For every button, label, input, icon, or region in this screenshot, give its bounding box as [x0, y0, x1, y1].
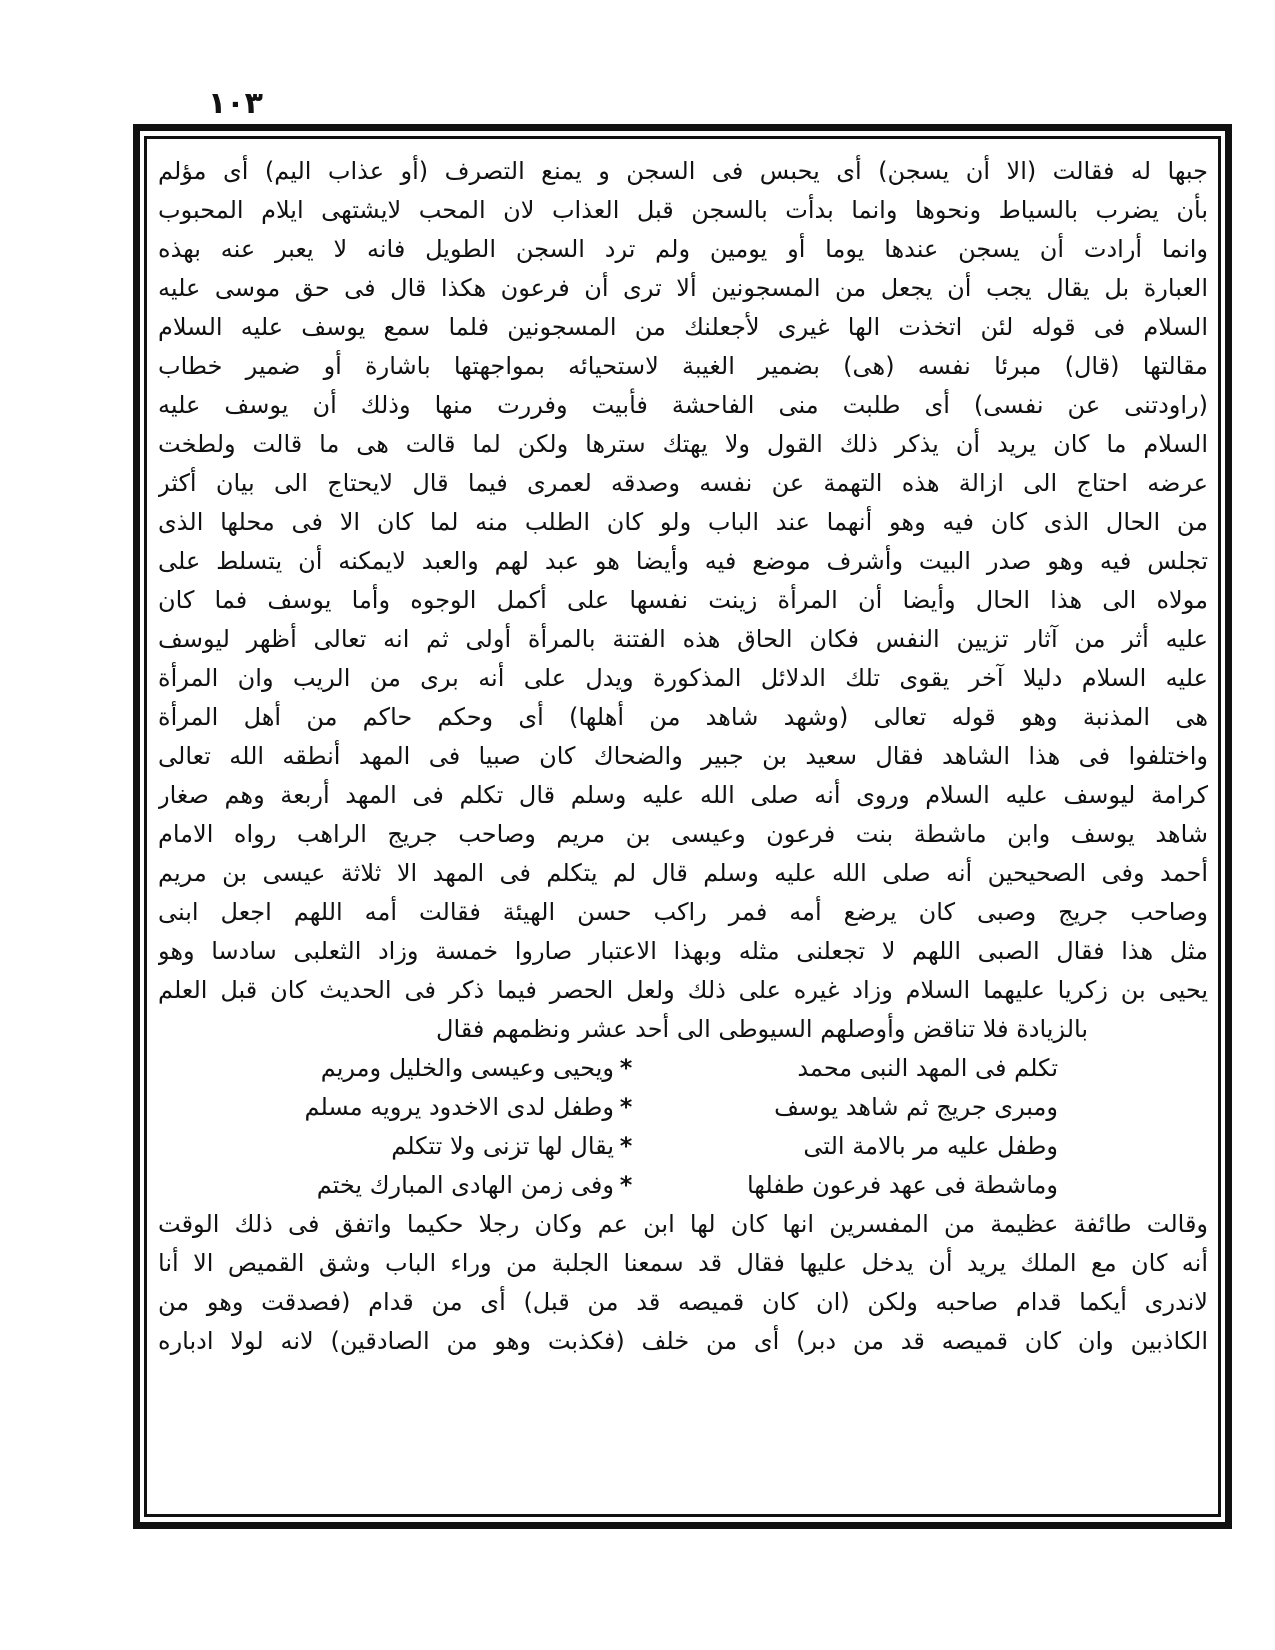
text-line: (راودتنى عن نفسى) أى طلبت منى الفاحشة فأبيت وفررت منها وذلك أن يوسف عليه [158, 391, 1208, 419]
poem-second-hemistich: وطفل لدى الاخدود يرويه مسلم [304, 1093, 614, 1121]
text-line: بأن يضرب بالسياط ونحوها وانما بدأت بالسجن قبل العذاب لان المحب لايشتهى ايلام المحبوب [158, 196, 1208, 224]
text-line: السلام ما كان يريد أن يذكر ذلك القول ولا يهتك سترها ولكن لما قالت هى ما قالت ولطخت [158, 430, 1208, 458]
verse-separator: * [619, 1093, 633, 1121]
text-line: وصاحب جريج وصبى كان يرضع أمه فمر راكب حسن الهيئة فقالت أمه اللهم اجعل ابنى [158, 898, 1208, 926]
poem-block [158, 1049, 1208, 1205]
text-line: وقالت طائفة عظيمة من المفسرين انها كان لها ابن عم وكان رجلا حكيما واتفق فى ذلك الوقت [158, 1210, 1208, 1238]
text-line: العبارة بل يقال يجب أن يجعل من المسجونين ألا ترى أن فرعون هكذا قال فى حق موسى عليه [158, 274, 1208, 302]
poem-first-hemistich: وطفل عليه مر بالامة التى [803, 1132, 1058, 1160]
text-line: وانما أرادت أن يسجن عندها يوما أو يومين ولم ترد السجن الطويل فانه لا يعبر عنه بهذه [158, 235, 1208, 263]
verse-separator: * [619, 1132, 633, 1160]
main-text-block [158, 152, 1208, 1361]
poem-second-hemistich: وفى زمن الهادى المبارك يختم [316, 1171, 614, 1199]
text-line: يحيى بن زكريا عليهما السلام وزاد غيره على ذلك ولعل الحصر فيما ذكر فى الحديث كان قبل العلم [158, 976, 1208, 1004]
poem-second-hemistich: ويحيى وعيسى والخليل ومريم [320, 1054, 614, 1082]
text-line: أنه كان مع الملك يريد أن يدخل عليها فقال قد سمعنا الجلبة من وراء الباب وشق القميص الا أنا [158, 1249, 1208, 1277]
text-line: السلام فى قوله لئن اتخذت الها غيرى لأجعلنك من المسجونين فلما سمع يوسف عليه السلام [158, 313, 1208, 341]
poem-first-hemistich: ومبرى جريج ثم شاهد يوسف [774, 1093, 1058, 1121]
poem-verse [158, 1127, 1208, 1166]
text-line: عليه السلام دليلا آخر يقوى تلك الدلائل المذكورة ويدل على أنه برى من الريب وان المرأة [158, 664, 1208, 692]
text-line: مقالتها (قال) مبرئا نفسه (هى) بضمير الغيبة لاستحيائه بمواجهتها باشارة أو ضمير خطاب [158, 352, 1208, 380]
text-line: واختلفوا فى هذا الشاهد فقال سعيد بن جبير والضحاك كان صبيا فى المهد أنطقه الله تعالى [158, 742, 1208, 770]
text-line: جبها له فقالت (الا أن يسجن) أى يحبس فى السجن و يمنع التصرف (أو عذاب اليم) أى مؤلم [158, 157, 1208, 185]
poem-verse [158, 1049, 1208, 1088]
page-number: ١٠٣ [208, 86, 263, 121]
text-line: تجلس فيه وهو صدر البيت وأشرف موضع فيه وأيضا هو عبد لهم والعبد لايمكنه أن يتسلط على [158, 547, 1208, 575]
verse-separator: * [619, 1054, 633, 1082]
text-line: هى المذنبة وهو قوله تعالى (وشهد شاهد من أهلها) أى وحكم حاكم من أهل المرأة [158, 703, 1208, 731]
poem-intro-line: بالزيادة فلا تناقض وأوصلهم السيوطى الى أحد عشر ونظمهم فقال [436, 1015, 1088, 1043]
text-line: مثل هذا فقال الصبى اللهم لا تجعلنى مثله وبهذا الاعتبار صاروا خمسة وزاد الثعلبى سادسا وهو [158, 937, 1208, 965]
poem-verse [158, 1166, 1208, 1205]
poem-first-hemistich: وماشطة فى عهد فرعون طفلها [746, 1171, 1058, 1199]
text-line: لاندرى أيكما قدام صاحبه ولكن (ان كان قميصه قد من قبل) أى من قدام (فصدقت وهو من [158, 1288, 1208, 1316]
text-line: من الحال الذى كان فيه وهو أنهما عند الباب ولو كان الطلب منه لما كان الا فى محلها الذى [158, 508, 1208, 536]
text-line: الكاذبين وان كان قميصه قد من دبر) أى من خلف (فكذبت وهو من الصادقين) لانه لولا ادباره [158, 1327, 1208, 1355]
text-line: عرضه احتاج الى ازالة هذه التهمة عن نفسه وصدقه لعمرى فيما قال لايحتاج الى بيان أكثر [158, 469, 1208, 497]
poem-verse [158, 1088, 1208, 1127]
text-line: أحمد وفى الصحيحين أنه صلى الله عليه وسلم قال لم يتكلم فى المهد الا ثلاثة عيسى بن مريم [158, 859, 1208, 887]
poem-first-hemistich: تكلم فى المهد النبى محمد [797, 1054, 1058, 1082]
text-line: كرامة ليوسف عليه السلام وروى أنه صلى الله عليه وسلم قال تكلم فى المهد أربعة وهم صغار [158, 781, 1208, 809]
text-line: شاهد يوسف وابن ماشطة بنت فرعون وعيسى بن مريم وصاحب جريج الراهب رواه الامام [158, 820, 1208, 848]
poem-second-hemistich: يقال لها تزنى ولا تتكلم [391, 1132, 614, 1160]
verse-separator: * [619, 1171, 633, 1199]
text-line: مولاه الى هذا الحال وأيضا أن المرأة زينت نفسها على أكمل الوجوه وأما يوسف فما كان [158, 586, 1208, 614]
text-line: عليه أثر من آثار تزيين النفس فكان الحاق هذه الفتنة بالمرأة أولى ثم انه تعالى أظهر ليوسف [158, 625, 1208, 653]
